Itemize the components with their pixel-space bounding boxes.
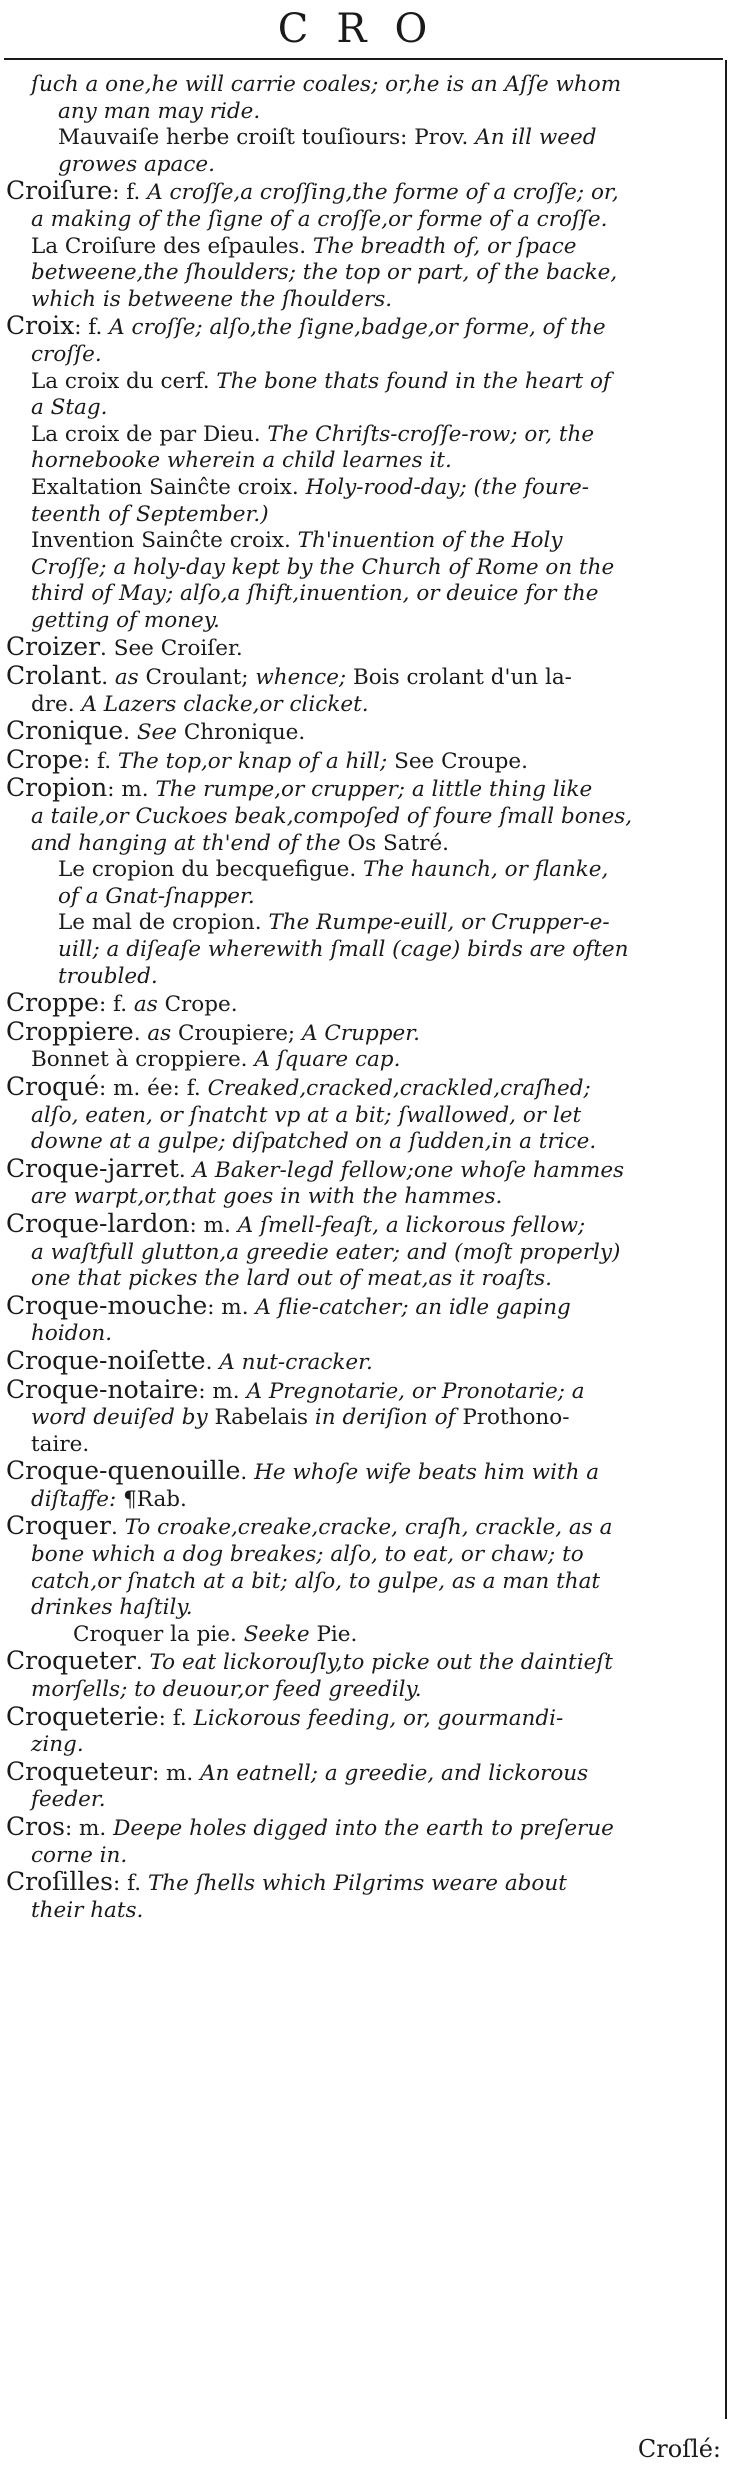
gloss-text: An ill weed — [475, 125, 597, 151]
column-rule — [725, 60, 727, 2419]
gloss-text: their hats. — [31, 1897, 144, 1923]
definition-line — [6, 1405, 718, 1432]
gloss-text: a Stag. — [31, 395, 108, 421]
source-text: . — [135, 1650, 150, 1676]
source-text: taire. — [31, 1431, 90, 1457]
entry-line — [6, 178, 718, 207]
gloss-text: Croſſe; a holy-day kept by the Church of Rome on the — [31, 554, 615, 580]
definition-line — [6, 72, 718, 99]
definition-line — [6, 1487, 718, 1514]
definition-line — [6, 1240, 718, 1267]
gloss-text: which is betweene the ſhoulders. — [31, 286, 393, 312]
gloss-text: Th'inuention of the Holy — [297, 528, 563, 554]
definition-line — [6, 1184, 718, 1211]
headword: Croquer — [6, 1513, 111, 1541]
headword: Croix — [6, 313, 75, 341]
headword: Croqueter — [6, 1648, 136, 1676]
gloss-text: Creaked,cracked,crackled,craſhed; — [207, 1075, 591, 1101]
definition-line — [6, 395, 718, 422]
gloss-text: A nut-cracker. — [219, 1349, 373, 1375]
source-text: Os Satré. — [347, 830, 450, 856]
source-text: : f. — [74, 315, 110, 341]
source-text: . — [240, 1460, 255, 1486]
gloss-text: as — [133, 992, 165, 1018]
source-text: : m. — [189, 1212, 238, 1238]
entry-line — [6, 747, 718, 776]
gloss-text: Lickorous feeding, or, gourmandi- — [193, 1705, 564, 1731]
source-text: : m. ée: f. — [99, 1075, 208, 1101]
definition-line — [6, 1432, 718, 1459]
source-text: Pie. — [316, 1621, 358, 1647]
definition-line — [6, 692, 718, 719]
definition-line — [6, 1898, 718, 1925]
entry-line — [6, 313, 718, 342]
gloss-text: uill; a diſeaſe wherewith ſmall (cage) birds are often — [58, 937, 629, 962]
entry-line — [6, 1704, 718, 1733]
gloss-text: A Crupper. — [302, 1020, 420, 1046]
gloss-text: The rumpe,or crupper; a little thing like — [155, 777, 593, 803]
headword: Croſilles — [6, 1869, 113, 1897]
gloss-text: any man may ride. — [58, 98, 261, 124]
entry-line — [6, 775, 718, 804]
gloss-text: alſo, eaten, or ſnatcht vp at a bit; ſwallowed, or let — [31, 1102, 582, 1128]
gloss-text: word deuiſed by — [31, 1405, 215, 1431]
gloss-text: and hanging at th'end of the — [31, 830, 348, 856]
definition-line — [6, 1595, 718, 1622]
gloss-text: Deepe holes digged into the earth to preſerue — [113, 1816, 614, 1841]
gloss-text: corne in. — [31, 1842, 128, 1868]
gloss-text: diſtaffe: — [31, 1486, 124, 1512]
gloss-text: An eatnell; a greedie, and lickorous — [200, 1760, 589, 1786]
gloss-text: third of May; alſo,a ſhift,inuention, or deuice for the — [31, 581, 599, 607]
gloss-text: catch,or ſnatch at a bit; alſo, to gulpe, as a man that — [31, 1568, 601, 1594]
entry-line — [6, 718, 718, 747]
definition-line — [6, 1129, 718, 1156]
definition-line — [6, 884, 718, 911]
definition-line — [6, 448, 718, 475]
definition-line — [6, 804, 718, 831]
source-text: Croulant; — [145, 665, 256, 691]
gloss-text: A Lazers clacke,or clicket. — [81, 691, 369, 717]
source-text: Crope. — [164, 992, 238, 1018]
headword: Crolant — [6, 663, 102, 691]
definition-line — [6, 342, 718, 369]
definition-line — [6, 475, 718, 502]
source-text: . — [133, 1020, 148, 1046]
definition-line — [6, 99, 718, 126]
entry-line — [6, 1074, 718, 1103]
gloss-text: hoidon. — [31, 1321, 113, 1347]
source-text: : m. — [64, 1816, 114, 1841]
gloss-text: He whoſe wife beats him with a — [254, 1460, 600, 1486]
source-text: Bois crolant d'un la- — [353, 665, 572, 691]
definition-line — [6, 937, 718, 964]
gloss-text: teenth of September.) — [31, 501, 269, 527]
entry-line — [6, 663, 718, 692]
source-text: : f. — [98, 992, 134, 1018]
definition-line — [6, 608, 718, 635]
source-text: . — [205, 1349, 220, 1375]
headword: Croppe — [6, 990, 99, 1018]
entry-line — [6, 1458, 718, 1487]
definition-line — [6, 422, 718, 449]
gloss-text: of a Gnat-ſnapper. — [58, 883, 255, 909]
gloss-text: betweene,the ſhoulders; the top or part, of the backe, — [31, 260, 618, 286]
definition-line — [6, 1732, 718, 1759]
headword: Cropion — [6, 775, 108, 803]
gloss-text: are warpt,or,that goes in with the hammes. — [31, 1184, 503, 1210]
gloss-text: A croſſe,a croſſing,the forme of a croſſe; or, — [147, 180, 619, 206]
gloss-text: in deriſion of — [314, 1405, 463, 1431]
headword: Croqueterie — [6, 1703, 159, 1731]
headword: Croque-notaire — [6, 1376, 199, 1404]
definition-line — [6, 964, 718, 991]
definition-line — [6, 831, 718, 858]
definition-line — [6, 260, 718, 287]
source-text: Mauvaiſe herbe croiſt touſiours: Prov. — [58, 125, 476, 151]
headword: Croizer — [6, 634, 101, 662]
gloss-text: morſells; to deuour,or feed greedily. — [31, 1677, 422, 1703]
gloss-text: a taile,or Cuckoes beak,compoſed of foure ſmall bones, — [31, 804, 633, 830]
definition-line — [6, 125, 718, 152]
gloss-text: troubled. — [58, 963, 158, 989]
header-rule — [4, 58, 723, 60]
source-text: . — [101, 665, 115, 691]
source-text: ¶Rab. — [123, 1486, 187, 1512]
headword: Croppiere — [6, 1018, 134, 1046]
definition-line — [6, 207, 718, 234]
source-text: dre. — [31, 691, 82, 717]
gloss-text: The ſhells which Pilgrims weare about — [147, 1871, 567, 1897]
entry-line — [6, 1869, 718, 1898]
entry-line — [6, 634, 718, 663]
source-text: La croix du cerf. — [31, 368, 217, 394]
entry-line — [6, 1814, 718, 1843]
source-text: Invention Sainĉte croix. — [31, 528, 298, 554]
definition-line — [6, 1266, 718, 1293]
entry-line — [6, 1211, 718, 1240]
gloss-text: The top,or knap of a hill; — [117, 748, 395, 774]
source-text: Chronique. — [183, 720, 306, 746]
gloss-text: A flie-catcher; an idle gaping — [255, 1294, 571, 1320]
entry-line — [6, 1513, 718, 1542]
source-text: : f. — [158, 1705, 194, 1731]
source-text: . See Croiſer. — [100, 636, 243, 662]
gloss-text: getting of money. — [31, 607, 220, 633]
definition-line — [6, 1103, 718, 1130]
headword: Croqueteur — [6, 1758, 152, 1786]
source-text: : m. — [198, 1378, 247, 1404]
gloss-text: Holy-rood-day; (the foure- — [305, 474, 589, 500]
gloss-text: hornebooke wherein a child learnes it. — [31, 448, 452, 474]
gloss-text: The Rumpe-euill, or Crupper-e- — [268, 910, 610, 936]
definition-line — [6, 1787, 718, 1814]
gloss-text: a making of the ſigne of a croſſe,or forme of a croſſe. — [31, 206, 608, 232]
source-text: Croquer la pie. — [73, 1621, 244, 1647]
definition-line — [6, 152, 718, 179]
gloss-text: drinkes haſtily. — [31, 1595, 193, 1621]
gloss-text: A Pregnotarie, or Pronotarie; a — [246, 1378, 585, 1404]
source-text: : m. — [151, 1760, 201, 1786]
definition-line — [6, 581, 718, 608]
headword: Crope — [6, 746, 83, 774]
definition-line — [6, 234, 718, 261]
headword: Croque-jarret — [6, 1155, 179, 1183]
source-text: : m. — [207, 1294, 256, 1320]
source-text: La croix de par Dieu. — [31, 421, 268, 447]
source-text: : f. — [82, 748, 118, 774]
running-head: CRO — [277, 6, 456, 52]
entry-line — [6, 1019, 718, 1048]
source-text: Croupiere; — [178, 1020, 303, 1046]
gloss-text: downe at a gulpe; diſpatched on a ſudden,in a trice. — [31, 1129, 597, 1155]
gloss-text: whence; — [255, 665, 353, 691]
source-text: : f. — [113, 1871, 148, 1897]
source-text: . — [123, 720, 137, 746]
gloss-text: feeder. — [31, 1787, 106, 1813]
definition-line — [6, 1047, 718, 1074]
source-text: Le mal de cropion. — [58, 910, 269, 936]
gloss-text: The Chriſts-croſſe-row; or, the — [267, 421, 595, 447]
gloss-text: A ſquare cap. — [254, 1047, 401, 1073]
gloss-text: a waſtfull glutton,a greedie eater; and (moſt properly) — [31, 1239, 621, 1265]
entry-line — [6, 1648, 718, 1677]
entries-column — [6, 72, 718, 1924]
source-text: . — [178, 1157, 193, 1183]
headword: Croqué — [6, 1073, 100, 1101]
definition-line — [6, 1321, 718, 1348]
gloss-text: A ſmell-feaſt, a lickorous fellow; — [237, 1212, 586, 1238]
gloss-text: To eat lickorouſly,to picke out the daintieſt — [149, 1650, 613, 1676]
page-header — [0, 0, 733, 62]
definition-line — [6, 1622, 718, 1649]
definition-line — [6, 528, 718, 555]
headword: Cros — [6, 1814, 65, 1841]
gloss-text: one that pickes the lard out of meat,as it roaſts. — [31, 1266, 552, 1292]
entry-line — [6, 1377, 718, 1406]
definition-line — [6, 287, 718, 314]
headword: Croiſure — [6, 178, 113, 206]
gloss-text: bone which a dog breakes; alſo, to eat, or chaw; to — [31, 1542, 584, 1568]
gloss-text: The haunch, or flanke, — [363, 857, 609, 883]
source-text: Le cropion du becquefigue. — [58, 857, 364, 883]
headword: Croque-noiſette — [6, 1347, 206, 1375]
source-text: See Croupe. — [394, 748, 528, 774]
gloss-text: as — [114, 665, 146, 691]
definition-line — [6, 910, 718, 937]
entry-line — [6, 1759, 718, 1788]
definition-line — [6, 1542, 718, 1569]
gloss-text: zing. — [31, 1732, 84, 1758]
definition-line — [6, 555, 718, 582]
source-text: Prothono- — [462, 1405, 570, 1431]
definition-line — [6, 1569, 718, 1596]
definition-line — [6, 857, 718, 884]
gloss-text: The bone thats found in the heart of — [216, 368, 611, 394]
gloss-text: Seeke — [243, 1621, 317, 1647]
headword: Croque-quenouille — [6, 1458, 241, 1486]
definition-line — [6, 369, 718, 396]
entry-line — [6, 1293, 718, 1322]
entry-line — [6, 1156, 718, 1185]
source-text: . — [110, 1515, 125, 1541]
catchword: Croſlé: — [637, 2435, 721, 2463]
gloss-text: The breadth of, or ſpace — [312, 233, 577, 259]
definition-line — [6, 1677, 718, 1704]
source-text: Bonnet à croppiere. — [31, 1047, 255, 1073]
headword: Croque-mouche — [6, 1292, 208, 1320]
gloss-text: See — [136, 720, 184, 746]
source-text: : m. — [107, 777, 156, 803]
definition-line — [6, 502, 718, 529]
gloss-text: To croake,creake,cracke, craſh, crackle, as a — [124, 1515, 613, 1541]
headword: Cronique — [6, 718, 124, 746]
gloss-text: A Baker-legd fellow;one whoſe hammes — [192, 1157, 625, 1183]
gloss-text: growes apace. — [58, 151, 215, 177]
entry-line — [6, 1348, 718, 1377]
entry-line — [6, 990, 718, 1019]
source-text: La Croiſure des eſpaules. — [31, 233, 313, 259]
source-text: : f. — [112, 180, 148, 206]
gloss-text: ſuch a one,he will carrie coales; or,he is an Aſſe whom — [31, 72, 622, 97]
source-text: Rabelais — [214, 1405, 315, 1431]
source-text: Exaltation Sainĉte croix. — [31, 474, 306, 500]
gloss-text: croſſe. — [31, 341, 102, 367]
gloss-text: as — [147, 1020, 179, 1046]
gloss-text: A croſſe; alſo,the ſigne,badge,or forme, of the — [109, 315, 606, 341]
headword: Croque-lardon — [6, 1210, 190, 1238]
definition-line — [6, 1843, 718, 1870]
